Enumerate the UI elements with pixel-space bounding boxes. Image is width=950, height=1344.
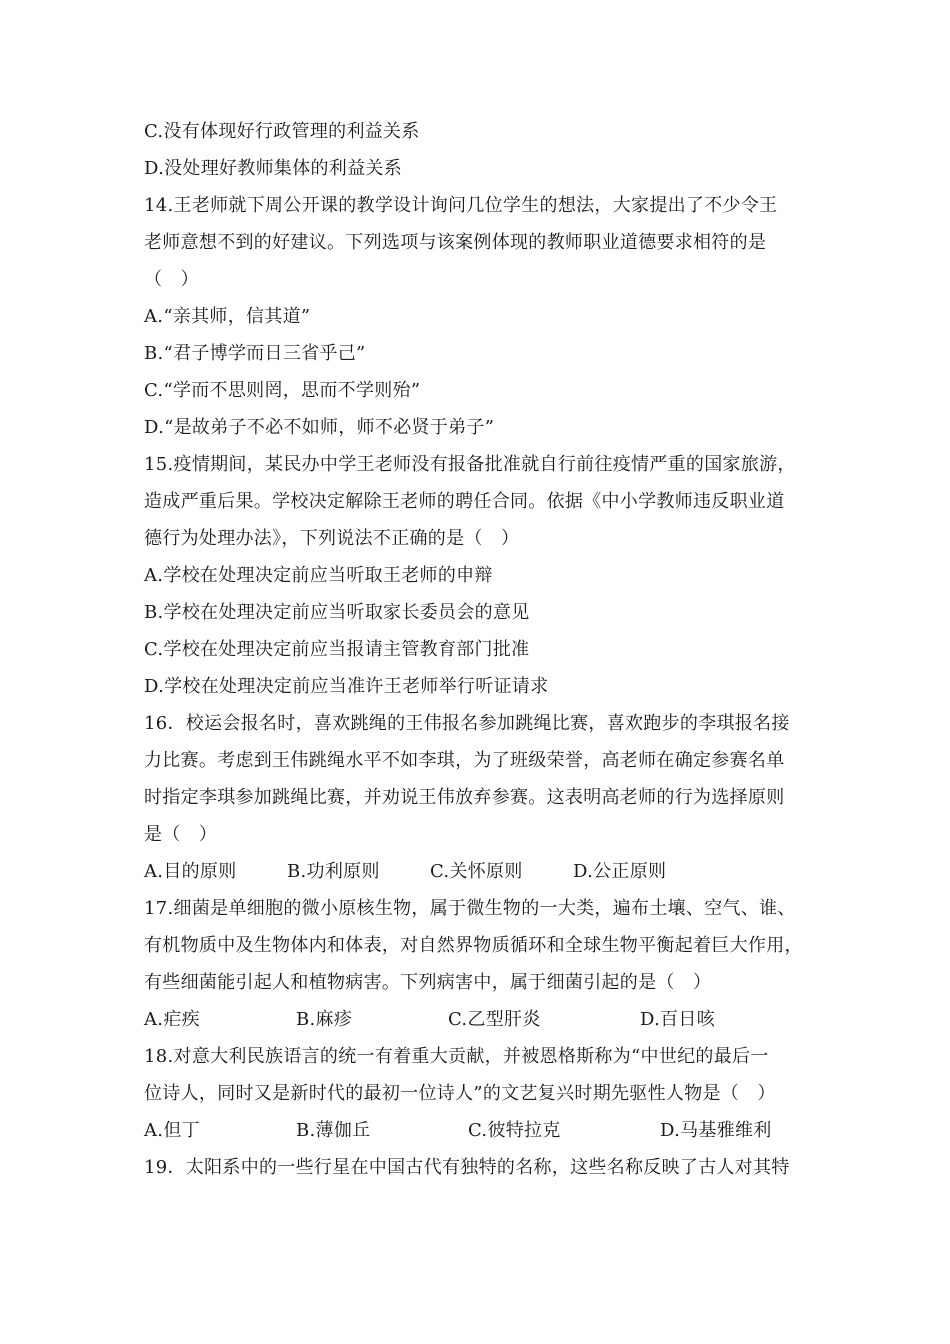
question-18-line: 位诗人，同时又是新时代的最初一位诗人”的文艺复兴时期先驱性人物是（ ） — [144, 1083, 776, 1104]
option-c: C.关怀原则 — [430, 861, 523, 882]
question-15-line: 德行为处理办法》，下列说法不正确的是（ ） — [144, 528, 520, 549]
option-line: A.“亲其师，信其道” — [144, 306, 311, 327]
option-line: A.学校在处理决定前应当听取王老师的申辩 — [144, 565, 493, 586]
option-d: D.马基雅维利 — [660, 1120, 772, 1141]
option-a: A.但丁 — [144, 1120, 200, 1141]
option-line: B.学校在处理决定前应当听取家长委员会的意见 — [144, 602, 530, 623]
option-d: D.百日咳 — [640, 1009, 716, 1030]
option-line: C.学校在处理决定前应当报请主管教育部门批准 — [144, 639, 530, 660]
question-15-line: 15.疫情期间，某民办中学王老师没有报备批准就自行前往疫情严重的国家旅游， — [144, 454, 796, 475]
question-19-line: 19．太阳系中的一些行星在中国古代有独特的名称，这些名称反映了古人对其特 — [144, 1157, 790, 1178]
option-line: C.没有体现好行政管理的利益关系 — [144, 121, 420, 142]
option-line: D.学校在处理决定前应当准许王老师举行听证请求 — [144, 676, 549, 697]
option-line: B.“君子博学而日三省乎己” — [144, 343, 366, 364]
option-c: C.乙型肝炎 — [448, 1009, 541, 1030]
question-16-options — [144, 853, 814, 890]
question-18-line: 18.对意大利民族语言的统一有着重大贡献，并被恩格斯称为“中世纪的最后一 — [144, 1046, 769, 1067]
answer-blank: （ ） — [144, 269, 199, 290]
option-line: C.“学而不思则罔，思而不学则殆” — [144, 380, 421, 401]
option-b: B.功利原则 — [287, 861, 380, 882]
option-b: B.薄伽丘 — [296, 1120, 371, 1141]
question-14-line: 老师意想不到的好建议。下列选项与该案例体现的教师职业道德要求相符的是 — [144, 232, 767, 253]
question-17-line: 17.细菌是单细胞的微小原核生物，属于微生物的一大类，遍布土壤、空气、谁、 — [144, 898, 796, 919]
option-line: D.“是故弟子不必不如师，师不必贤于弟子” — [144, 417, 495, 438]
question-16-line: 16．校运会报名时，喜欢跳绳的王伟报名参加跳绳比赛，喜欢跑步的李琪报名接 — [144, 713, 790, 734]
question-17-line: 有机物质中及生物体内和体表，对自然界物质循环和全球生物平衡起着巨大作用， — [144, 935, 803, 956]
option-d: D.公正原则 — [573, 861, 667, 882]
question-16-line: 是（ ） — [144, 824, 218, 845]
question-15-line: 造成严重后果。学校决定解除王老师的聘任合同。依据《中小学教师违反职业道 — [144, 491, 785, 512]
exam-page — [144, 113, 814, 1186]
question-17-options — [144, 1001, 814, 1038]
option-c: C.彼特拉克 — [468, 1120, 561, 1141]
question-17-line: 有些细菌能引起人和植物病害。下列病害中，属于细菌引起的是（ ） — [144, 972, 712, 993]
option-line: D.没处理好教师集体的利益关系 — [144, 158, 403, 179]
option-a: A.目的原则 — [144, 861, 237, 882]
question-16-line: 力比赛。考虑到王伟跳绳水平不如李琪，为了班级荣誉，高老师在确定参赛名单 — [144, 750, 785, 771]
question-16-line: 时指定李琪参加跳绳比赛，并劝说王伟放弃参赛。这表明高老师的行为选择原则 — [144, 787, 785, 808]
question-14-line: 14.王老师就下周公开课的教学设计询问几位学生的想法，大家提出了不少令王 — [144, 195, 778, 216]
option-b: B.麻疹 — [296, 1009, 353, 1030]
question-18-options — [144, 1112, 814, 1149]
option-a: A.疟疾 — [144, 1009, 200, 1030]
